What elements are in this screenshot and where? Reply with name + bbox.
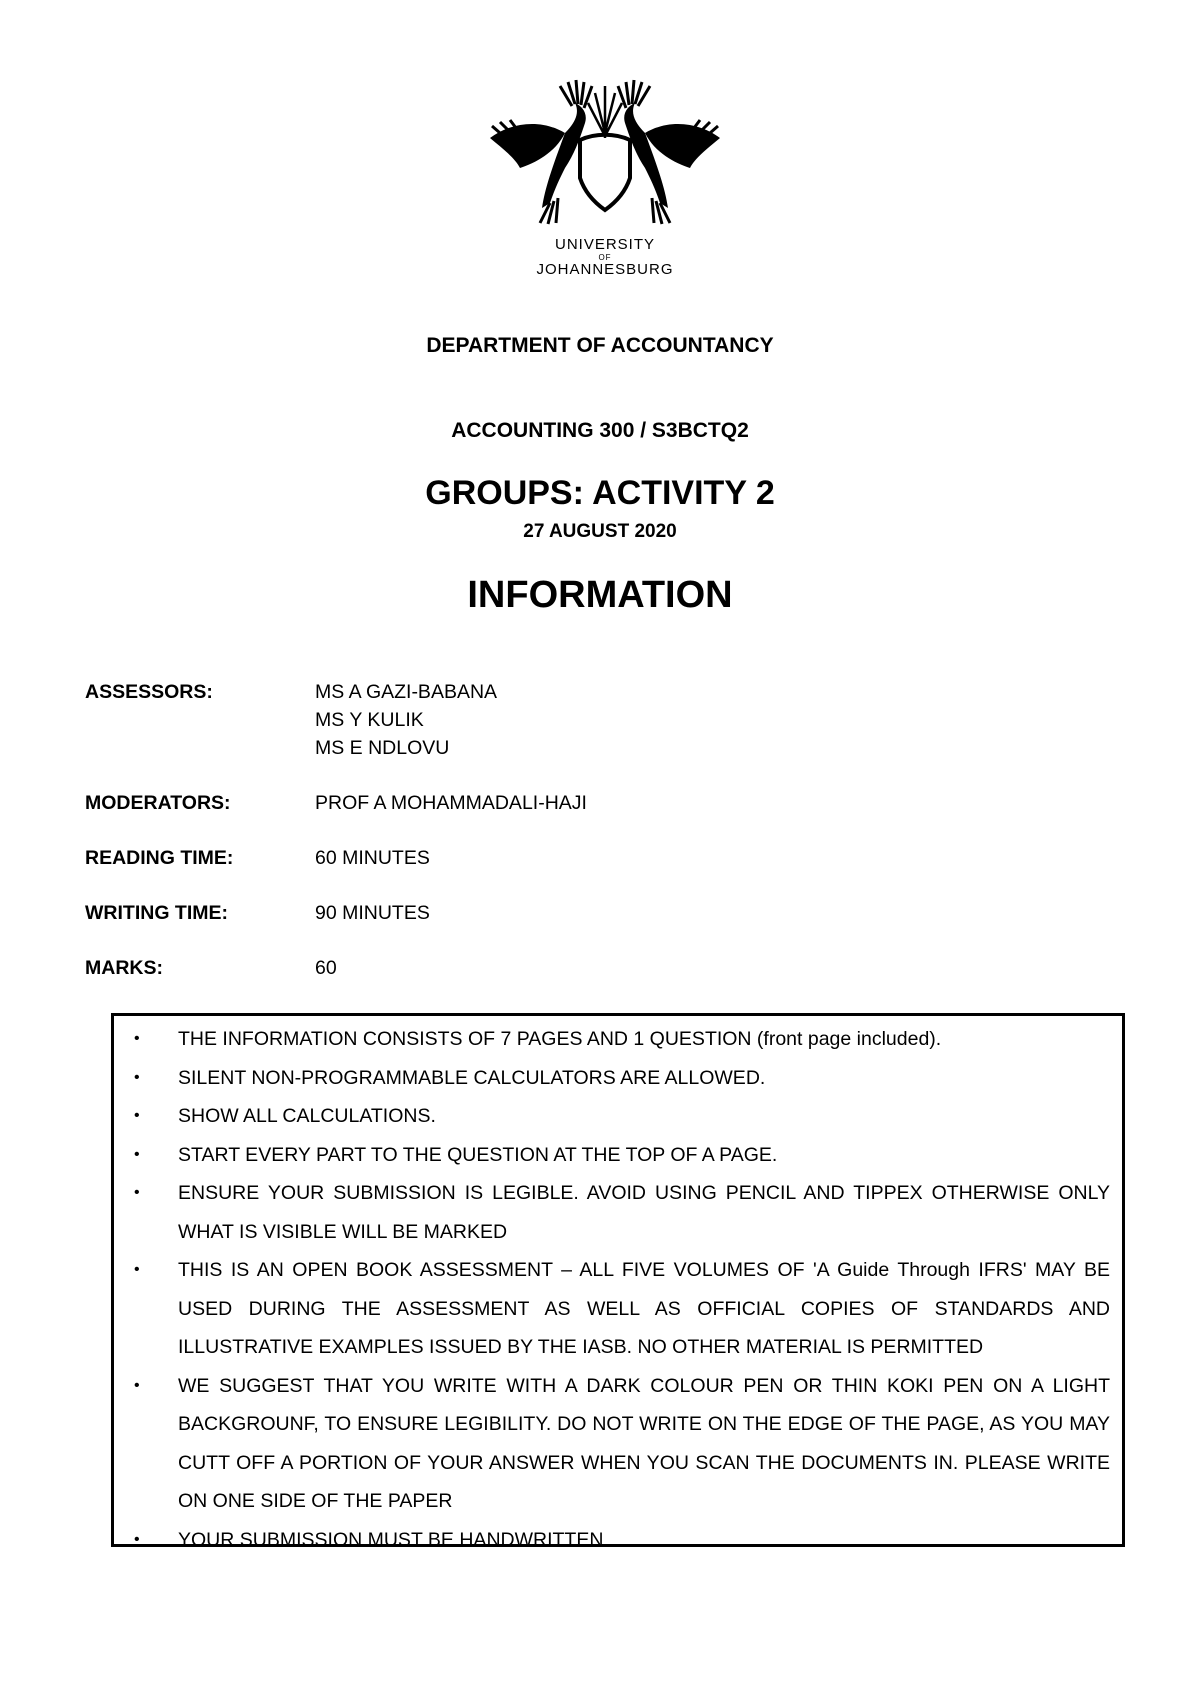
list-item: [128, 1367, 1110, 1521]
moderators-row: [85, 789, 1115, 817]
bullet-icon: •: [134, 1030, 140, 1047]
marks-row: [85, 954, 1115, 982]
reading-time-value: 60 MINUTES: [315, 847, 430, 869]
reading-time-row: [85, 844, 1115, 872]
marks-label: MARKS:: [85, 957, 163, 979]
page-title: INFORMATION: [467, 574, 733, 616]
bullet-icon: •: [134, 1068, 140, 1086]
assessors-label: ASSESSORS:: [85, 681, 213, 703]
activity-heading: GROUPS: ACTIVITY 2: [425, 474, 775, 512]
list-item: [128, 1521, 1110, 1560]
marks-value: 60: [315, 957, 337, 979]
logo-text-johannesburg: JOHANNESBURG: [536, 261, 674, 278]
instruction-text: THE INFORMATION CONSISTS OF 7 PAGES AND 1 QUESTION (front page included).: [178, 1028, 942, 1050]
bullet-icon: •: [134, 1530, 140, 1548]
list-item: [128, 1174, 1110, 1251]
assessor-name: MS E NDLOVU: [315, 737, 450, 759]
course-heading: ACCOUNTING 300 / S3BCTQ2: [451, 419, 749, 442]
bullet-icon: •: [134, 1145, 140, 1163]
bullet-icon: •: [134, 1376, 140, 1394]
bullet-icon: •: [134, 1261, 140, 1278]
bullet-icon: •: [134, 1184, 140, 1201]
writing-time-value: 90 MINUTES: [315, 902, 430, 924]
instructions-list: [128, 1020, 1110, 1559]
department-heading: DEPARTMENT OF ACCOUNTANCY: [426, 334, 774, 357]
writing-time-row: [85, 899, 1115, 927]
instruction-text: START EVERY PART TO THE QUESTION AT THE TOP OF A PAGE.: [178, 1143, 778, 1166]
assessors-row: [85, 678, 1115, 762]
instruction-text: THIS IS AN OPEN BOOK ASSESSMENT – ALL FIVE VOLUMES OF 'A Guide Through IFRS' MAY BE USED DURING THE ASSESSMENT AS WELL AS OFFICIAL COPIES OF STANDARDS AND ILLUSTRATIVE EXAMPLES ISSUED BY THE IASB. NO OTHER MATERIAL IS PERMITTED: [178, 1259, 1110, 1358]
bullet-icon: •: [134, 1107, 140, 1124]
list-item: [128, 1097, 1110, 1136]
logo-text-university: UNIVERSITY: [554, 236, 655, 253]
instruction-text: SILENT NON-PROGRAMMABLE CALCULATORS ARE ALLOWED.: [178, 1066, 766, 1089]
assessors-values: [315, 678, 497, 762]
writing-time-label: WRITING TIME:: [85, 902, 228, 924]
assessor-name: MS Y KULIK: [315, 709, 424, 731]
reading-time-label: READING TIME:: [85, 847, 234, 869]
birds-crest-icon: [480, 78, 730, 228]
assessor-name: MS A GAZI-BABANA: [315, 681, 498, 703]
list-item: [128, 1059, 1110, 1098]
instruction-text: SHOW ALL CALCULATIONS.: [178, 1105, 436, 1127]
date-heading: 27 AUGUST 2020: [523, 521, 677, 542]
list-item: [128, 1251, 1110, 1367]
instruction-text: ENSURE YOUR SUBMISSION IS LEGIBLE. AVOID USING PENCIL AND TIPPEX OTHERWISE ONLY WHAT IS VISIBLE WILL BE MARKED: [178, 1182, 1110, 1243]
instructions-box: [111, 1013, 1125, 1551]
list-item: [128, 1020, 1110, 1059]
moderators-label: MODERATORS:: [85, 792, 231, 814]
instruction-text: YOUR SUBMISSION MUST BE HANDWRITTEN: [178, 1528, 604, 1551]
logo-text-of: OF: [598, 253, 612, 262]
moderators-value: PROF A MOHAMMADALI-HAJI: [315, 792, 587, 814]
instruction-text: WE SUGGEST THAT YOU WRITE WITH A DARK COLOUR PEN OR THIN KOKI PEN ON A LIGHT BACKGROUNF, TO ENSURE LEGIBILITY. DO NOT WRITE ON THE EDGE OF THE PAGE, AS YOU MAY CUTT OFF A PORTION OF YOUR ANSWER WHEN YOU SCAN THE DOCUMENTS IN. PLEASE WRITE ON ONE SIDE OF THE PAPER: [178, 1374, 1110, 1512]
university-logo: [480, 78, 730, 278]
list-item: [128, 1136, 1110, 1175]
assessment-details: [85, 678, 1115, 1009]
